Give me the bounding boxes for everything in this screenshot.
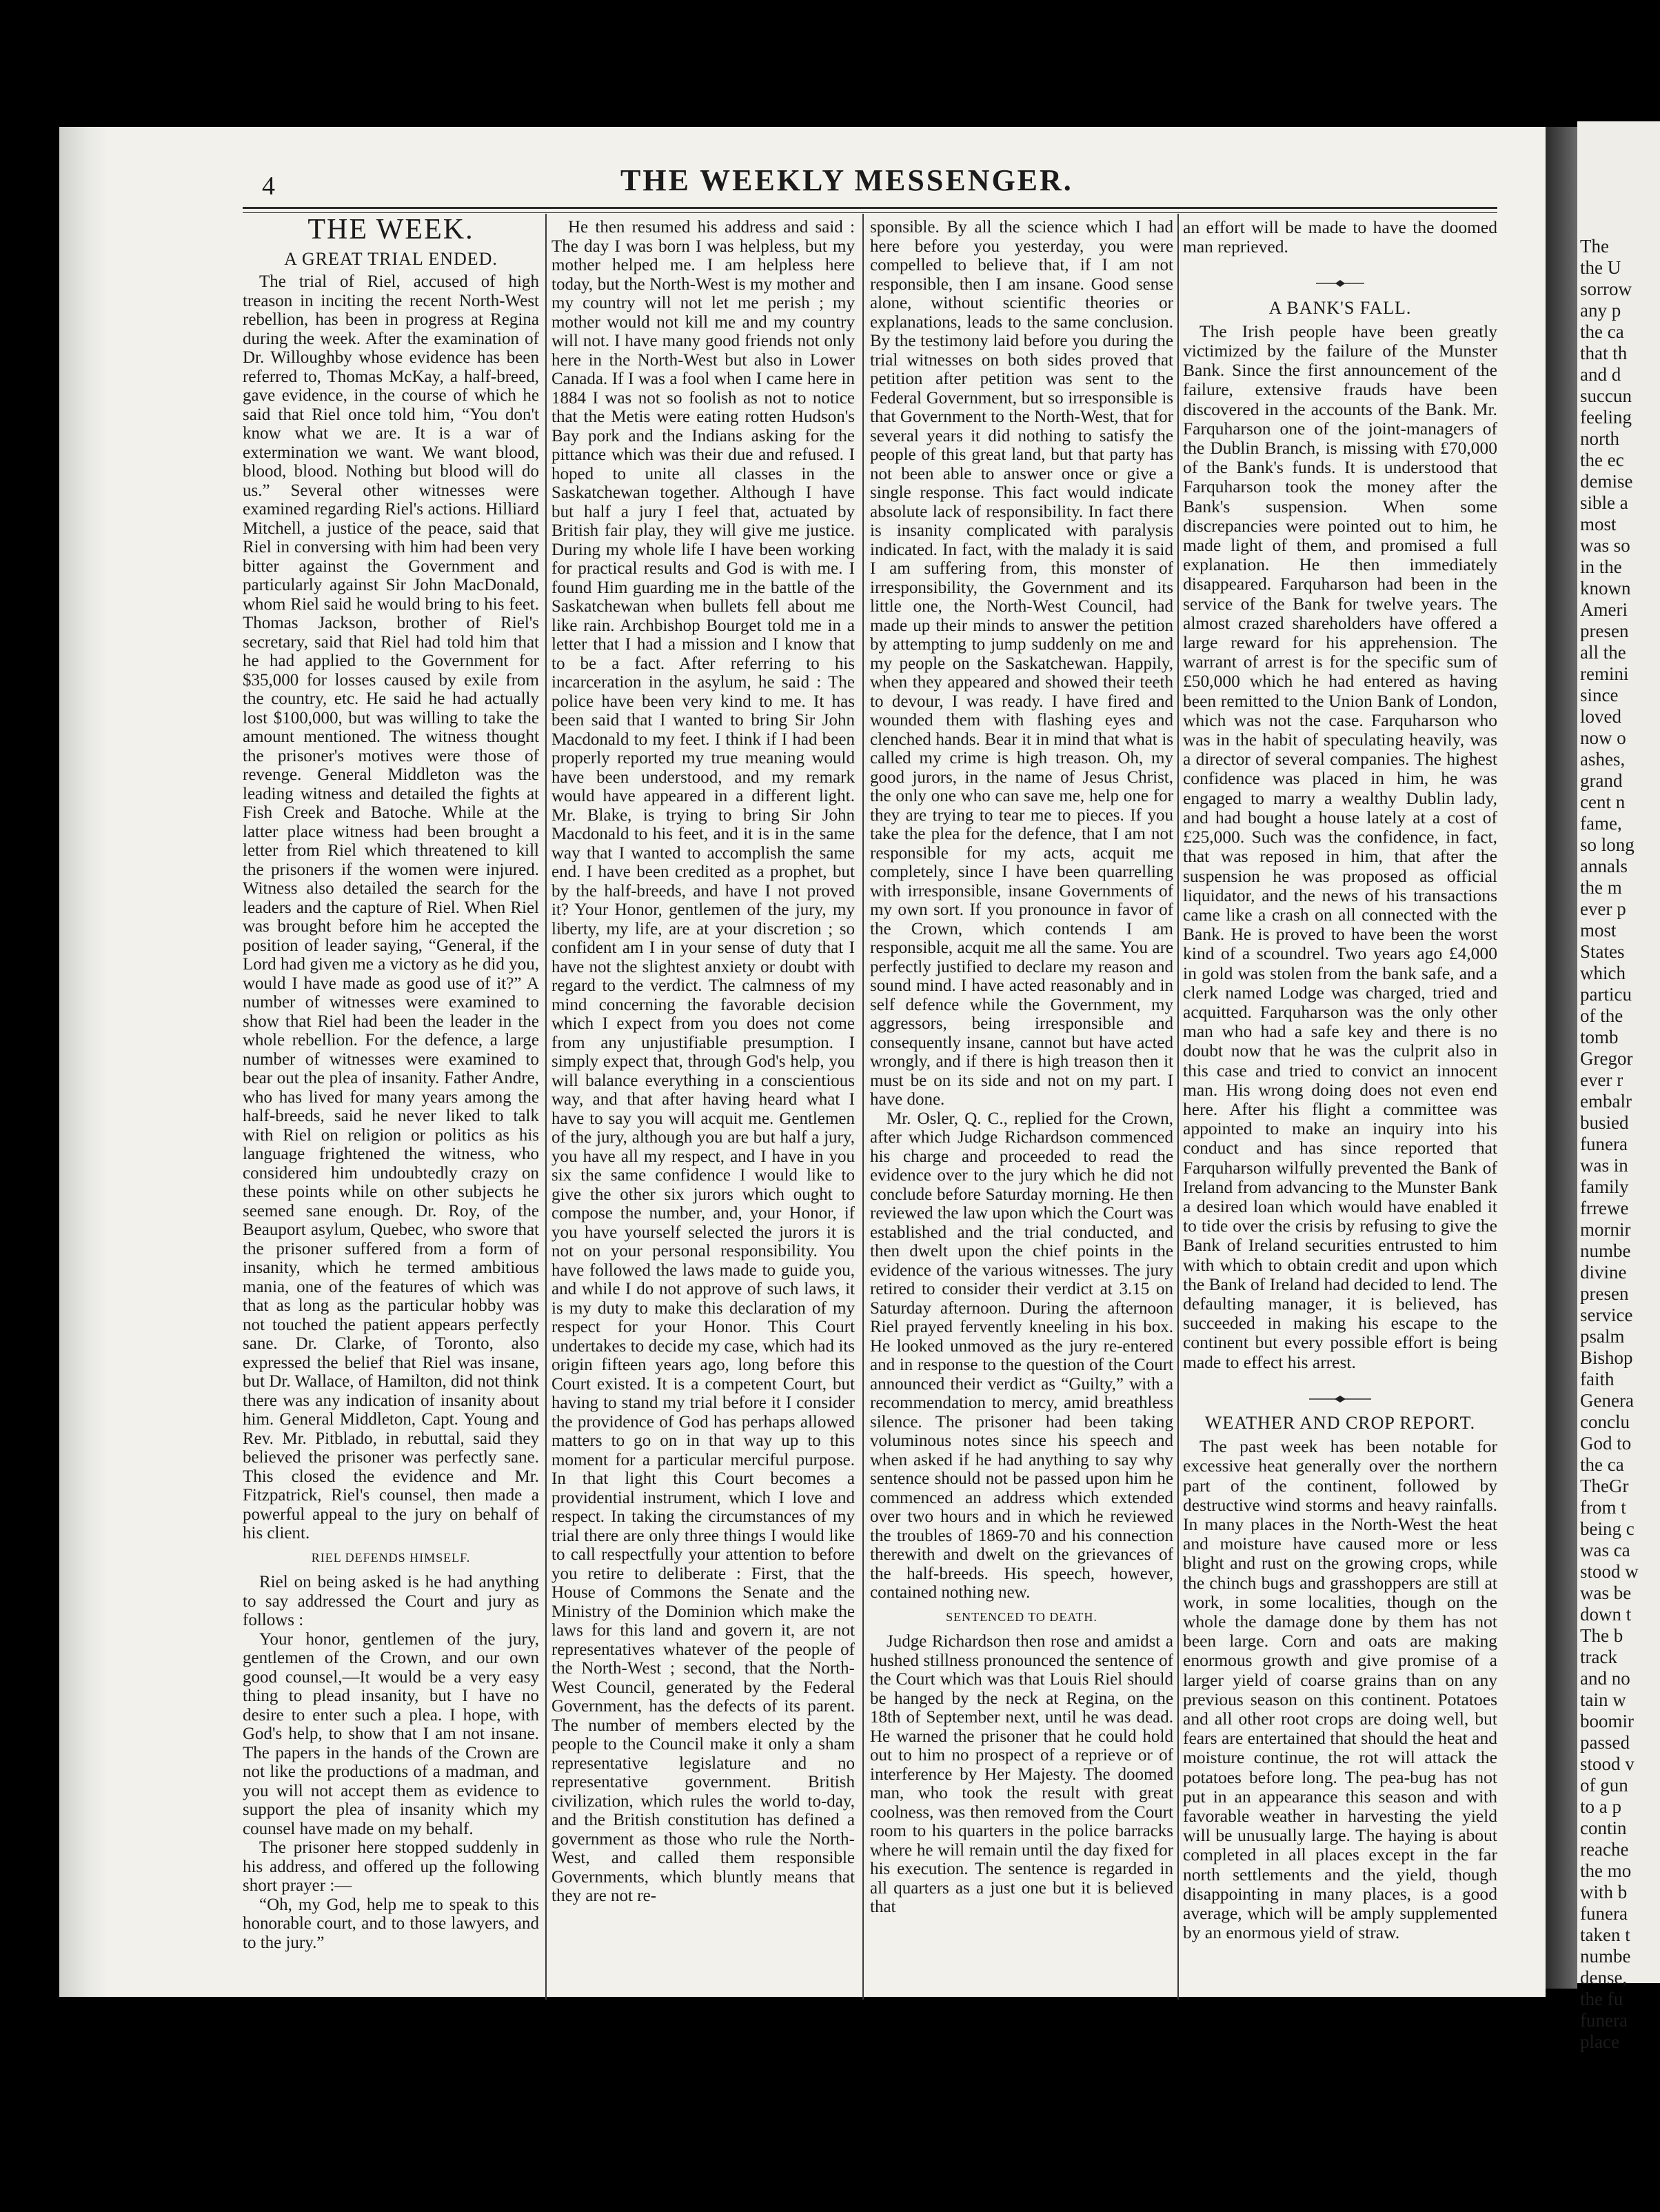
next-page-text-fragment: ashes, — [1580, 749, 1626, 770]
article-paragraph: The prisoner here stopped suddenly in his address, and offered up the following short prayer :— — [243, 1838, 539, 1895]
masthead-rule-thin — [243, 212, 1497, 213]
next-page-text-fragment: most — [1580, 514, 1617, 534]
next-page-text-fragment: in the — [1580, 556, 1622, 577]
next-page-text-fragment: dense, — [1580, 1967, 1628, 1988]
next-page-text-fragment: of gun — [1580, 1775, 1628, 1796]
next-page-text-fragment: fame, — [1580, 813, 1622, 834]
article-paragraph: The past week has been notable for excessive heat generally over the northern part of the continent, followed by destructive wind storms and heavy rainfalls. In many places in the North-West the heat and moisture have caused more or less blight and rust on the growing crops, while the chinch bugs and grasshoppers are still at work, in some localities, though on the whole the damage done by them has not been large. Corn and oats are making enormous growth and give promise of a larger yield of coarse grains than on any previous season on this continent. Potatoes and all other root crops are doing well, but fears are entertained that should the heat and moisture continue, the rot will attack the potatoes before long. The pea-bug has not put in an appearance this season and with favorable weather in harvesting the yield will be unusually large. The haying is about completed in all places except in the far north settlements and the yield, though disappointing in many places, is a good average, which will be amply supplemented by an enormous yield of straw. — [1183, 1436, 1497, 1943]
next-page-text-fragment: faith — [1580, 1369, 1615, 1389]
next-page-text-fragment: cent n — [1580, 792, 1626, 812]
next-page-text-fragment: remini — [1580, 663, 1629, 684]
next-page-text-fragment: conclu — [1580, 1411, 1630, 1432]
next-page-text-fragment: tain w — [1580, 1689, 1626, 1710]
article-paragraph: an effort will be made to have the doomed man reprieved. — [1183, 217, 1497, 257]
next-page-text-fragment: annals — [1580, 856, 1628, 876]
next-page-text-fragment: which — [1580, 963, 1626, 983]
next-page-text-fragment: service — [1580, 1305, 1633, 1325]
column-1 — [243, 214, 539, 1952]
next-page-text-fragment: feeling — [1580, 407, 1632, 428]
next-page-text-fragment: succun — [1580, 385, 1632, 406]
article-title: A BANK'S FALL. — [1268, 297, 1412, 318]
next-page-text-fragment: tomb — [1580, 1027, 1619, 1047]
next-page-text-fragment: numbe — [1580, 1946, 1631, 1967]
next-page-text-fragment: ever p — [1580, 898, 1626, 919]
column-divider — [1177, 214, 1179, 2000]
next-page-text-fragment: now o — [1580, 727, 1626, 748]
next-page-text-fragment: presen — [1580, 621, 1629, 641]
next-page-text-fragment: stood w — [1580, 1561, 1639, 1582]
next-page-text-fragment: the U — [1580, 257, 1621, 278]
next-page-fragment — [1577, 121, 1660, 2052]
next-page-text-fragment: so long — [1580, 834, 1634, 855]
next-page-text-fragment: contin — [1580, 1818, 1627, 1838]
next-page-text-fragment: from t — [1580, 1497, 1626, 1518]
next-page-text-fragment: place — [1580, 2031, 1619, 2052]
article-paragraph: Your honor, gentlemen of the jury, gentlemen of the Crown, and our own good counsel,—It would be a very easy thing to plead insanity, but I have no desire to enter such a plea. I hope, with God's help, to show that I am not insane. The papers in the hands of the Crown are not like the productions of a madman, and you will not accept them as evidence to support the plea of insanity which my counsel have made on my behalf. — [243, 1629, 539, 1838]
next-page-text-fragment: Gregor — [1580, 1048, 1633, 1069]
next-page-text-fragment: to a p — [1580, 1796, 1621, 1817]
next-page-text-fragment: since — [1580, 685, 1619, 705]
article-title: A GREAT TRIAL ENDED. — [284, 248, 498, 269]
article-paragraph: Mr. Osler, Q. C., replied for the Crown, after which Judge Richardson commenced his charge and proceeded to read the evidence over to the jury which he did not conclude before Saturday morning. He then reviewed the law upon which the Court was established and the trial conducted, and then dwelt upon the chief points in the evidence of the various witnesses. The jury retired to consider their verdict at 3.15 on Saturday afternoon. During the afternoon Riel prayed fervently kneeling in his box. He looked unmoved as the jury re-entered and in response to the question of the Court announced their verdict as “Guilty,” with a recommendation to mercy, amid breathless silence. The prisoner had been taking voluminous notes since his speech and when asked if he had anything to say why sentence should not be passed upon him he commenced an address which extended over two hours and in which he reviewed the troubles of 1869-70 and his connection therewith and dwelt on the grievances of the half-breeds. His speech, however, contained nothing new. — [870, 1109, 1173, 1602]
next-page-text-fragment: funera — [1580, 1134, 1628, 1154]
article-paragraph: “Oh, my God, help me to speak to this honorable court, and to those lawyers, and to the jury.” — [243, 1895, 539, 1952]
next-page-text-fragment: and no — [1580, 1668, 1630, 1689]
next-page-text-fragment: was in — [1580, 1155, 1628, 1176]
column-3 — [870, 218, 1173, 1917]
next-page-text-fragment: Ameri — [1580, 599, 1628, 620]
column-4 — [1183, 218, 1497, 1942]
next-page-text-fragment: the ec — [1580, 450, 1624, 470]
next-page-text-fragment: States — [1580, 941, 1625, 962]
next-page-text-fragment: funera — [1580, 1903, 1628, 1924]
next-page-text-fragment: most — [1580, 920, 1617, 941]
article-paragraph: The Irish people have been greatly victimized by the failure of the Munster Bank. Since the first announcement of the failure, extensive frauds have been discovered in the accounts of the Bank. Mr. Farquharson one of the joint-managers of the Dublin Branch, is missing with £70,000 of the Bank's funds. It is understood that Farquharson took the money after the Bank's suspension. When some discrepancies were pointed out to him, he made light of them, and promised a full explanation. He then immediately disappeared. Farquharson had been in the service of the Bank for twelve years. The almost crazed shareholders have offered a large reward for his apprehension. The warrant of arrest is for the specific sum of £50,000 which he had entered as having been remitted to the Union Bank of London, which was not the case. Farquharson who was in the habit of speculating heavily, was a director of several companies. The highest confidence was placed in him, he was engaged to marry a wealthy Dublin lady, and had bought a house lately at a cost of £25,000. Such was the confidence, in fact, that was reposed in him, that after the suspension he was proposed as official liquidator, and the news of his transactions came like a crash on all connected with the Bank. He is proved to have been the worst kind of a scoundrel. Two years ago £4,000 in gold was stolen from the bank safe, and a clerk named Lodge was charged, tried and acquitted. Farquharson was the only other man who had a safe key and there is no doubt now that he was the culprit also in this case and tried to convict an innocent man. His wrong doing does not even end here. After his flight a committee was appointed to make an inquiry into his conduct and has since reported that Farquharson wilfully prevented the Bank of Ireland from advancing to the Munster Bank a desired loan which would have enabled it to tide over the crisis by refusing to give the Bank of Ireland securities entrusted to him with which to obtain credit and upon which the Bank of Ireland had decided to lend. The defaulting manager, it is believed, has succeeded in making his escape to the continent but every possible effort is being made to effect his arrest. — [1183, 321, 1497, 1372]
next-page-text-fragment: mornir — [1580, 1219, 1631, 1240]
article-paragraph: The trial of Riel, accused of high treason in inciting the recent North-West rebellion, has been in progress at Regina during the week. After the examination of Dr. Willoughby whose evidence has been referred to, Thomas McKay, a half-breed, gave evidence, in the course of which he said that Riel once told him, “You don't know what we are. It is a war of extermination we want. We want blood, blood, blood. Nothing but blood will do us.” Several other witnesses were examined regarding Riel's actions. Hilliard Mitchell, a justice of the peace, said that Riel in conversing with him had been very bitter against the Government and particularly against Sir John MacDonald, whom Riel said he would bring to his feet. Thomas Jackson, brother of Riel's secretary, said that Riel had told him that he had applied to the Government for $35,000 for losses caused by exile from the country, etc. He said he had actually lost $100,000, but was willing to take the amount mentioned. The witness thought the prisoner's motives were those of revenge. General Middleton was the leading witness and detailed the fights at Fish Creek and Batoche. While at the latter place witness had been brought a letter from Riel which threatened to kill the prisoners if the women were injured. Witness also detailed the search for the leaders and the capture of Riel. When Riel was brought before him he accepted the position of leader saying, “General, if the Lord had given me a victory as he did you, would I have made as good use of it?” A number of witnesses were examined to show that Riel had been the leader in the whole rebellion. For the defence, a large number of witnesses were examined to bear out the plea of insanity. Father Andre, who has lived for many years among the half-breeds, said he never liked to talk with Riel on religion or politics as his language frightened the witness, who considered him undoubtedly crazy on these points while on other subjects he seemed sane enough. Dr. Roy, of the Beauport asylum, Quebec, who swore that the prisoner suffered from a form of insanity, which he termed ambitious mania, one of the features of which was that as long as the particular hobby was not touched the patient appears perfectly sane. Dr. Clarke, of Toronto, also expressed the belief that Riel was insane, but Dr. Wallace, of Hamilton, did not think there was any indication of insanity about him. General Middleton, Capt. Young and Rev. Mr. Pitblado, in rebuttal, said they believed the prisoner was perfectly sane. This closed the evidence and Mr. Fitzpatrick, Riel's counsel, then made a powerful appeal to the jury on behalf of his client. — [243, 272, 539, 1542]
masthead-rule — [243, 207, 1497, 209]
next-page-text-fragment: being c — [1580, 1518, 1634, 1539]
next-page-text-fragment: presen — [1580, 1283, 1629, 1304]
next-page-text-fragment: grand — [1580, 770, 1623, 791]
next-page-text-fragment: numbe — [1580, 1240, 1631, 1261]
next-page-text-fragment: The b — [1580, 1625, 1623, 1646]
next-page-text-fragment: that th — [1580, 343, 1628, 363]
next-page-text-fragment: The — [1580, 236, 1609, 257]
article-paragraph: Judge Richardson then rose and amidst a hushed stillness pronounced the sentence of the Court which was that Louis Riel should be hanged by the neck at Regina, on the 18th of September next, until he was dead. He warned the prisoner that he could hold out to him no prospect of a reprieve or of interference by Her Majesty. The doomed man, who took the result with great coolness, was then removed from the Court room to his quarters in the police barracks where he will remain until the day fixed for his execution. The sentence is regarded in all quarters as a just one but it is believed that — [870, 1632, 1173, 1916]
ornament-divider — [1183, 273, 1497, 292]
page-binding-shadow — [59, 127, 108, 1997]
next-page-text-fragment: embalr — [1580, 1091, 1632, 1112]
column-2 — [551, 218, 855, 1906]
next-page-text-fragment: and d — [1580, 364, 1621, 385]
column-divider — [545, 214, 547, 2000]
next-page-text-fragment: the ca — [1580, 1454, 1624, 1475]
next-page-text-fragment: the m — [1580, 877, 1622, 898]
section-title: THE WEEK. — [307, 214, 474, 245]
next-page-text-fragment: was so — [1580, 535, 1630, 556]
column-divider — [862, 214, 864, 2000]
next-page-text-fragment: known — [1580, 578, 1631, 599]
next-page-text-fragment: was be — [1580, 1582, 1632, 1603]
next-page-text-fragment: stood v — [1580, 1753, 1634, 1774]
article-paragraph: sponsible. By all the science which I had here before you yesterday, you were compelled to believe that, if I am not responsible, then I am insane. Good sense alone, without scientific theories or explanations, leads to the same conclusion. By the testimony laid before you during the trial witnesses on both sides proved that petition after petition was sent to the Federal Government, but so irresponsible is that Government to the North-West, that for several years it did nothing to satisfy the people of this great land, but that party has not been able to answer once or give a single response. This fact would indicate absolute lack of responsibility. In fact there is insanity complicated with paralysis indicated. In fact, with the malady it is said I am suffering from, this monster of irresponsibility, the Government and its little one, the North-West Council, had made up their minds to answer the petition by attempting to jump suddenly on me and my people on the Saskatchewan. Happily, when they appeared and showed their teeth to devour, I was ready. I have fired and wounded them with flashing eyes and clenched hands. Bear it in mind that what is called my crime is high treason. Oh, my good jurors, in the name of Jesus Christ, the only one who can save me, help one for they are trying to tear me to pieces. If you take the plea for the defence, that I am not responsible for my acts, acquit me completely, since I have been quarrelling with irresponsible, insane Governments of my own sort. If you pronounce in favor of the Crown, which contends I am responsible, acquit me all the same. You are perfectly justified to declare my reason and sound mind. I have acted reasonably and in self defence while the Government, my aggressors, being irresponsible and consequently insane, cannot but have acted wrongly, and if there is high treason then it must be on its side and not on my part. I have done. — [870, 218, 1173, 1109]
next-page-text-fragment: sible a — [1580, 492, 1628, 513]
subheading: RIEL DEFENDS HIMSELF. — [311, 1550, 471, 1565]
next-page-text-fragment: any p — [1580, 300, 1621, 321]
next-page-text-fragment: God to — [1580, 1433, 1632, 1454]
next-page-text-fragment: track — [1580, 1647, 1617, 1667]
next-page-text-fragment: all the — [1580, 642, 1626, 663]
masthead-title: THE WEEKLY MESSENGER. — [620, 163, 1073, 197]
article-paragraph: Riel on being asked is he had anything to say addressed the Court and jury as follows : — [243, 1573, 539, 1629]
next-page-text-fragment: with b — [1580, 1882, 1628, 1902]
next-page-text-fragment: reache — [1580, 1839, 1629, 1860]
next-page-text-fragment: the fu — [1580, 1989, 1623, 2009]
next-page-text-fragment: ever r — [1580, 1069, 1623, 1090]
article-title: WEATHER AND CROP REPORT. — [1204, 1412, 1476, 1433]
next-page-text-fragment: Genera — [1580, 1390, 1634, 1411]
next-page-text-fragment: frrewe — [1580, 1198, 1629, 1218]
next-page-text-fragment: down t — [1580, 1604, 1632, 1625]
page-number: 4 — [262, 172, 275, 201]
next-page-text-fragment: demise — [1580, 471, 1633, 492]
next-page-text-fragment: was ca — [1580, 1540, 1630, 1560]
next-page-text-fragment: sorrow — [1580, 279, 1632, 299]
ornament-divider — [1183, 1389, 1497, 1408]
next-page-text-fragment: family — [1580, 1176, 1629, 1197]
next-page-text-fragment: psalm — [1580, 1326, 1625, 1347]
next-page-text-fragment: boomir — [1580, 1711, 1634, 1731]
next-page-text-fragment: the ca — [1580, 321, 1624, 342]
next-page-text-fragment: divine — [1580, 1262, 1627, 1283]
next-page-text-fragment: the mo — [1580, 1860, 1632, 1881]
page-edge-shadow — [1546, 127, 1577, 1989]
next-page-text-fragment: busied — [1580, 1112, 1629, 1133]
article-paragraph: He then resumed his address and said : The day I was born I was helpless, but my mother helped me. I am helpless here today, but the North-West is my mother and my country will not let me perish ; my mother would not kill me and my country will not. I have many good friends not only here in the North-West but also in Lower Canada. If I was a fool when I came here in 1884 I was not so foolish as not to notice that the Metis were eating rotten Hudson's Bay pork and the Indians asking for the pittance which was their due and refused. I hoped to unite all classes in the Saskatchewan together. Although I have but half a jury I feel that, actuated by British fair play, they will give me justice. During my whole life I have been working for practical results and God is with me. I found Him guarding me in the battle of the Saskatchewan when bullets fell about me like rain. Archbishop Bourget told me in a letter that I had a mission and I know that to be a fact. After referring to his incarceration in the asylum, he said : The police have been very kind to me. It has been said that I wanted to bring Sir John Macdonald to my feet. I think if I had been properly reported my true meaning would have been understood, and my remark would have appeared in a different light. Mr. Blake, is trying to bring Sir John Macdonald to his feet, and it is in the same way that I wanted to accomplish the same end. I have been credited as a prophet, but by the half-breeds, and have I not proved it? Your Honor, gentlemen of the jury, my liberty, my life, are at your discretion ; so confident am I in your sense of duty that I have not the slightest anxiety or doubt with regard to the verdict. The calmness of my mind concerning the favorable decision which I expect from you does not come from any unjustifiable presumption. I simply expect that, through God's help, you will balance everything in a conscientious way, and that after having heard what I have to say you will acquit me. Gentlemen of the jury, although you are but half a jury, you have all my respect, and I have in you six the same confidence I would like to give the other six jurors which ought to compose the number, and, your Honor, if you have yourself selected the jurors it is not on your personal responsibility. You have followed the laws made to guide you, and while I do not approve of such laws, it is my duty to make this declaration of my respect for your Honor. This Court undertakes to decide my case, which had its origin fifteen years ago, long before this Court existed. It is a competent Court, but having to stand my trial before it I consider the providence of God has perhaps allowed matters to go on in that way up to this moment for a particular merciful purpose. In that light this Court becomes a providential instrument, which I love and respect. In taking the circumstances of my trial there are only three things I would like to call respectfully your attention to before you retire to deliberate : First, that the House of Commons the Senate and the Ministry of the Dominion which make the laws for this land and govern it, are not representatives whatever of the people of the North-West ; second, that the North-West Council, generated by the Federal Government, has the defects of its parent. The number of members elected by the people to the Council make it only a sham representative legislature and no representative government. British civilization, which rules the world to-day, and the British constitution has defined a government as those who rule the North-West, and called them responsible Governments, which bluntly means that they are not re- — [551, 218, 855, 1905]
next-page-text-fragment: TheGr — [1580, 1476, 1629, 1496]
next-page-text-fragment: funera — [1580, 2010, 1628, 2031]
next-page-text-fragment: Bishop — [1580, 1347, 1633, 1368]
next-page-text-fragment: passed — [1580, 1732, 1630, 1753]
next-page-text-fragment: particu — [1580, 984, 1632, 1005]
subheading: SENTENCED TO DEATH. — [946, 1609, 1097, 1624]
next-page-text-fragment: north — [1580, 428, 1619, 449]
next-page-text-fragment: loved — [1580, 706, 1621, 727]
next-page-text-fragment: of the — [1580, 1005, 1623, 1026]
next-page-text-fragment: taken t — [1580, 1924, 1630, 1945]
